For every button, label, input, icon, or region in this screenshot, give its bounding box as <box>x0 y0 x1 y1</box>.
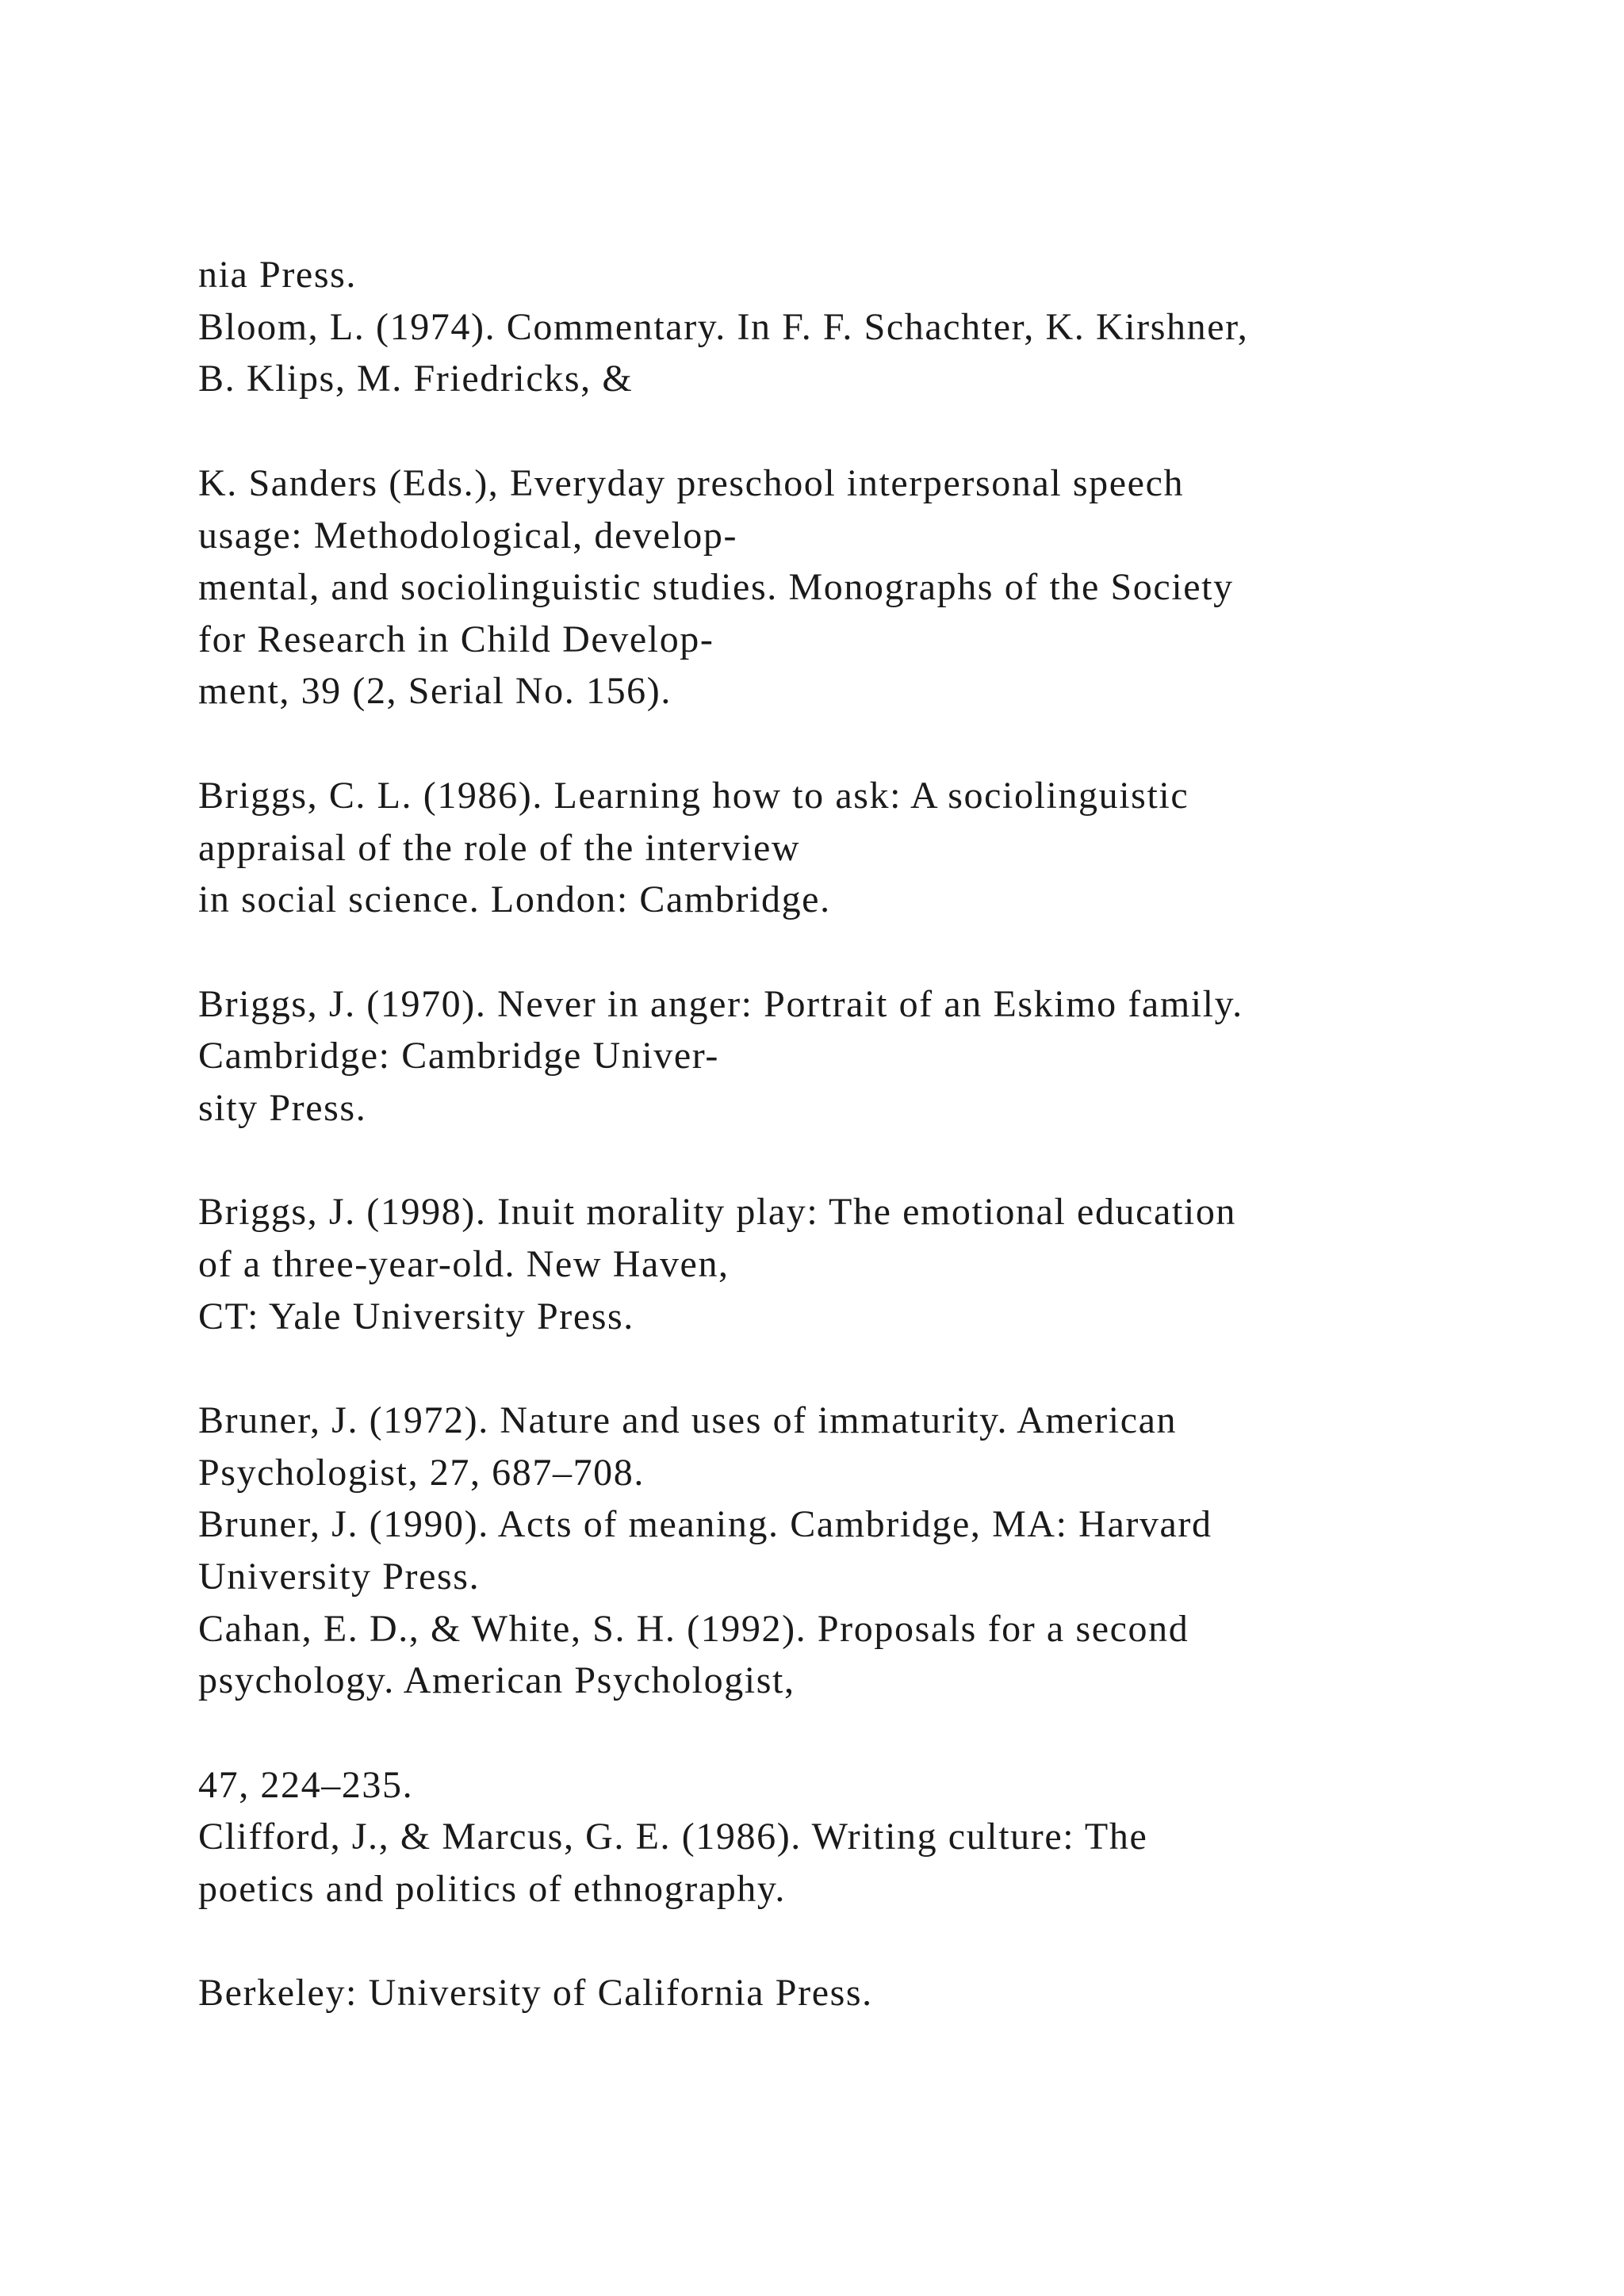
text-line: of a three-year-old. New Haven, <box>198 1243 730 1285</box>
text-line: B. Klips, M. Friedricks, & <box>198 358 634 400</box>
text-line: usage: Methodological, develop- <box>198 515 738 557</box>
text-line: Briggs, J. (1998). Inuit morality play: The emotional education <box>198 1191 1237 1233</box>
text-line: Berkeley: University of California Press. <box>198 1972 873 2014</box>
text-line: Briggs, C. L. (1986). Learning how to ask: A sociolinguistic <box>198 775 1189 817</box>
text-line: sity Press. <box>198 1087 367 1129</box>
text-line: appraisal of the role of the interview <box>198 827 801 869</box>
text-line: mental, and sociolinguistic studies. Monographs of the Society <box>198 566 1234 608</box>
text-line: Cahan, E. D., & White, S. H. (1992). Proposals for a second <box>198 1608 1189 1650</box>
text-line: University Press. <box>198 1556 481 1598</box>
text-line: 47, 224–235. <box>198 1764 414 1806</box>
text-line: Psychologist, 27, 687–708. <box>198 1452 645 1494</box>
text-line: poetics and politics of ethnography. <box>198 1868 786 1910</box>
text-line: psychology. American Psychologist, <box>198 1659 795 1701</box>
text-line: in social science. London: Cambridge. <box>198 878 831 920</box>
text-line: Bloom, L. (1974). Commentary. In F. F. Schachter, K. Kirshner, <box>198 306 1249 348</box>
text-line: Briggs, J. (1970). Never in anger: Portrait of an Eskimo family. <box>198 983 1243 1025</box>
text-line: CT: Yale University Press. <box>198 1295 634 1337</box>
text-line: ment, 39 (2, Serial No. 156). <box>198 670 672 712</box>
text-line: Bruner, J. (1972). Nature and uses of immaturity. American <box>198 1399 1178 1441</box>
text-line: Cambridge: Cambridge Univer- <box>198 1035 720 1077</box>
text-line: Clifford, J., & Marcus, G. E. (1986). Writing culture: The <box>198 1816 1148 1858</box>
text-line: for Research in Child Develop- <box>198 618 714 660</box>
text-line: nia Press. <box>198 254 357 296</box>
text-line: Bruner, J. (1990). Acts of meaning. Cambridge, MA: Harvard <box>198 1503 1212 1545</box>
text-line: K. Sanders (Eds.), Everyday preschool interpersonal speech <box>198 462 1185 504</box>
